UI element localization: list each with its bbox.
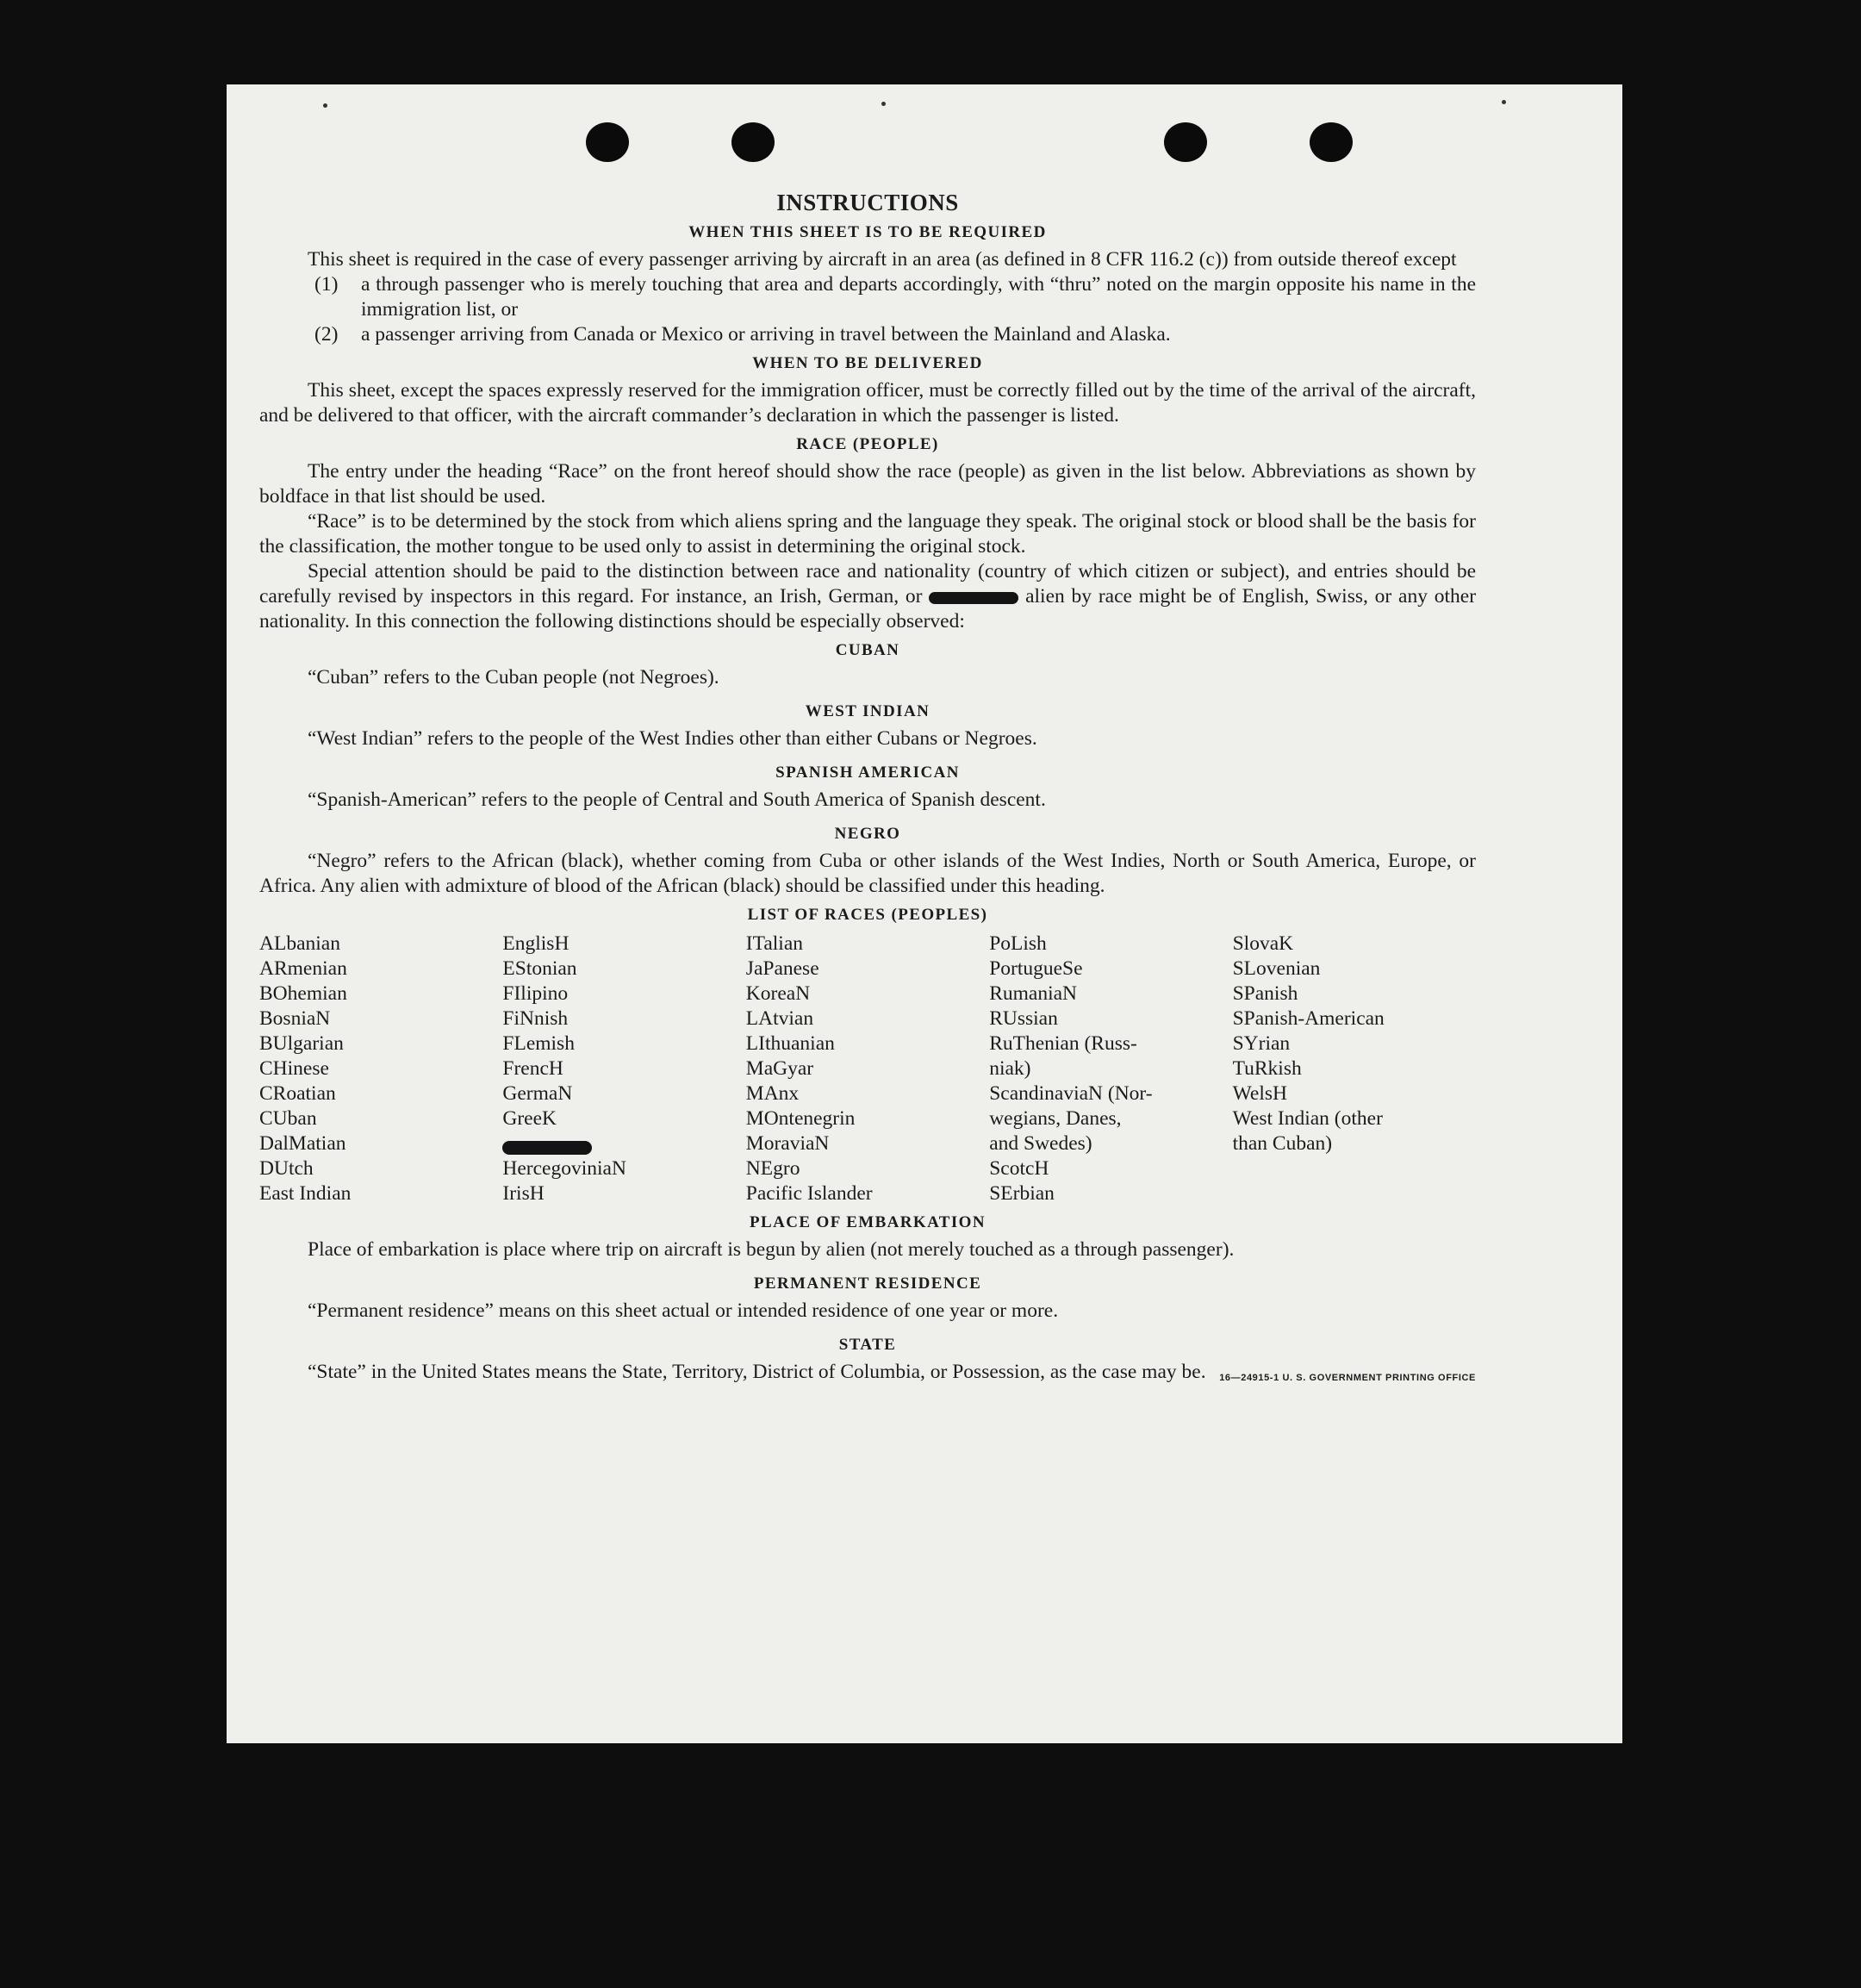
race-item: IrisH: [502, 1182, 545, 1205]
race-item: ALbanian: [259, 932, 340, 955]
race-item: RuThenian (Russ- niak): [989, 1032, 1137, 1080]
race-paragraph-1: The entry under the heading “Race” on the front hereof should show the race (people) as given in the list below. Abbreviations as shown by boldface in that list should be used.: [259, 460, 1476, 508]
race-item: ITalian: [745, 932, 804, 955]
race-item: NEgro: [745, 1157, 800, 1180]
section-heading-race: RACE (PEOPLE): [796, 435, 939, 453]
race-item: WelsH: [1232, 1082, 1287, 1105]
race-paragraph-2: “Race” is to be determined by the stock from which aliens spring and the language they speak. The original stock or blood shall be the basis for the classification, the mother tongue to be used only to assist in determining the original stock.: [259, 510, 1476, 558]
races-column-2: [502, 932, 745, 1206]
race-item: PoLish: [989, 932, 1047, 955]
punch-hole: [731, 122, 775, 162]
punch-hole: [1310, 122, 1353, 162]
section-heading-spanish-american: SPANISH AMERICAN: [775, 763, 960, 782]
race-item: ScandinaviaN (Nor- wegians, Danes, and Swedes): [989, 1082, 1153, 1155]
required-intro: This sheet is required in the case of every passenger arriving by aircraft in an area (as defined in 8 CFR 116.2 (c)) from outside thereof except: [308, 248, 1457, 271]
races-column-5: [1233, 932, 1476, 1206]
section-heading-list-of-races: LIST OF RACES (PEOPLES): [747, 906, 988, 924]
speck: [881, 102, 886, 106]
punch-hole: [586, 122, 629, 162]
state-text: “State” in the United States means the State, Territory, District of Columbia, or Possession, as the case may be.: [308, 1361, 1206, 1383]
race-item: SlovaK: [1232, 932, 1294, 955]
race-item: SLovenian: [1232, 957, 1321, 980]
speck: [323, 103, 327, 108]
race-item: CUban: [259, 1107, 317, 1130]
race-item: MAnx: [745, 1082, 800, 1105]
race-item: EnglisH: [502, 932, 570, 955]
race-item: LIthuanian: [745, 1032, 835, 1055]
residence-text: “Permanent residence” means on this sheet actual or intended residence of one year or more.: [308, 1299, 1059, 1322]
races-column-1: [259, 932, 502, 1206]
item-number: (1): [314, 273, 339, 296]
race-paragraph-3a: Special attention should be paid to the distinction between race and nationality (country of which citizen or subject), and entries should be carefully revised by inspectors in this regard. For instance, an Irish, German, or: [259, 560, 1476, 608]
item-text: a passenger arriving from Canada or Mexico or arriving in travel between the Mainland and Alaska.: [361, 323, 1171, 346]
section-heading-cuban: CUBAN: [835, 641, 900, 659]
spanish-american-text: “Spanish-American” refers to the people of Central and South America of Spanish descent.: [308, 788, 1046, 811]
section-heading-west-indian: WEST INDIAN: [805, 702, 930, 720]
redaction-mark: [929, 592, 1018, 604]
document-page: [227, 84, 1622, 1743]
speck: [1502, 100, 1506, 104]
negro-text: “Negro” refers to the African (black), whether coming from Cuba or other islands of the West Indies, North or South America, Europe, or Africa. Any alien with admixture of blood of the African (black) should be classified under this heading.: [259, 850, 1476, 897]
race-item-redacted: [502, 1131, 745, 1156]
race-item: SPanish: [1232, 982, 1298, 1005]
race-item: CHinese: [259, 1057, 329, 1080]
race-item: MaGyar: [745, 1057, 814, 1080]
race-item: EStonian: [502, 957, 577, 980]
race-item: ScotcH: [989, 1157, 1049, 1180]
race-item: SYrian: [1232, 1032, 1291, 1055]
race-item: ARmenian: [259, 957, 347, 980]
race-item: DalMatian: [259, 1132, 346, 1155]
races-column-4: [989, 932, 1232, 1206]
race-item: MOntenegrin: [745, 1107, 856, 1130]
section-heading-required: WHEN THIS SHEET IS TO BE REQUIRED: [688, 223, 1047, 241]
race-item: SErbian: [989, 1182, 1055, 1205]
race-item: DUtch: [259, 1157, 314, 1180]
cuban-text: “Cuban” refers to the Cuban people (not Negroes).: [308, 666, 719, 689]
race-item: SPanish-American: [1232, 1007, 1385, 1030]
race-item: RUssian: [989, 1007, 1058, 1030]
section-heading-negro: NEGRO: [834, 825, 901, 843]
section-heading-delivered: WHEN TO BE DELIVERED: [752, 354, 983, 372]
race-item: MoraviaN: [745, 1132, 830, 1155]
redaction-mark: [502, 1141, 592, 1155]
race-item: FiNnish: [502, 1007, 569, 1030]
document-title: INSTRUCTIONS: [776, 190, 959, 215]
embarkation-text: Place of embarkation is place where trip on aircraft is begun by alien (not merely touched as a through passenger).: [308, 1238, 1235, 1261]
races-column-3: [746, 932, 989, 1206]
required-item-2: [314, 322, 1476, 347]
race-item: LAtvian: [745, 1007, 814, 1030]
section-heading-state: STATE: [838, 1336, 897, 1354]
item-number: (2): [314, 323, 339, 346]
race-item: GreeK: [502, 1107, 557, 1130]
race-item: RumaniaN: [989, 982, 1078, 1005]
race-item: BOhemian: [259, 982, 347, 1005]
race-item: East Indian: [259, 1182, 352, 1205]
race-item: CRoatian: [259, 1082, 336, 1105]
race-item: KoreaN: [745, 982, 811, 1005]
race-paragraph-3b: alien by race might be of English, Swiss, or any other nationality. In this connection the following distinctions should be especially observed:: [259, 585, 1477, 633]
section-heading-embarkation: PLACE OF EMBARKATION: [750, 1213, 986, 1231]
race-item: GermaN: [502, 1082, 573, 1105]
race-item: FLemish: [502, 1032, 575, 1055]
section-heading-residence: PERMANENT RESIDENCE: [753, 1274, 982, 1293]
races-list: [259, 932, 1476, 1206]
race-item: FIlipino: [502, 982, 569, 1005]
race-item: West Indian (other than Cuban): [1232, 1107, 1383, 1155]
race-item: PortugueSe: [989, 957, 1083, 980]
west-indian-text: “West Indian” refers to the people of the West Indies other than either Cubans or Negroes.: [308, 727, 1037, 750]
required-item-1: [314, 272, 1476, 322]
race-paragraph-3: [259, 559, 1476, 634]
race-item: BosniaN: [259, 1007, 331, 1030]
delivered-text: This sheet, except the spaces expressly reserved for the immigration officer, must be correctly filled out by the time of the arrival of the aircraft, and be delivered to that officer, with the aircraft commander’s declaration in which the passenger is listed.: [259, 379, 1476, 427]
printing-office-code: 16—24915-1 U. S. GOVERNMENT PRINTING OFFICE: [1219, 1373, 1476, 1383]
race-item: BUlgarian: [259, 1032, 344, 1055]
item-text: a through passenger who is merely touching that area and departs accordingly, with “thru” noted on the margin opposite his name in the immigration list, or: [361, 273, 1476, 321]
race-item: JaPanese: [745, 957, 819, 980]
punch-hole: [1164, 122, 1207, 162]
race-item: HercegoviniaN: [502, 1157, 626, 1180]
race-item: TuRkish: [1232, 1057, 1302, 1080]
race-item: FrencH: [502, 1057, 563, 1080]
race-item: Pacific Islander: [745, 1182, 873, 1205]
